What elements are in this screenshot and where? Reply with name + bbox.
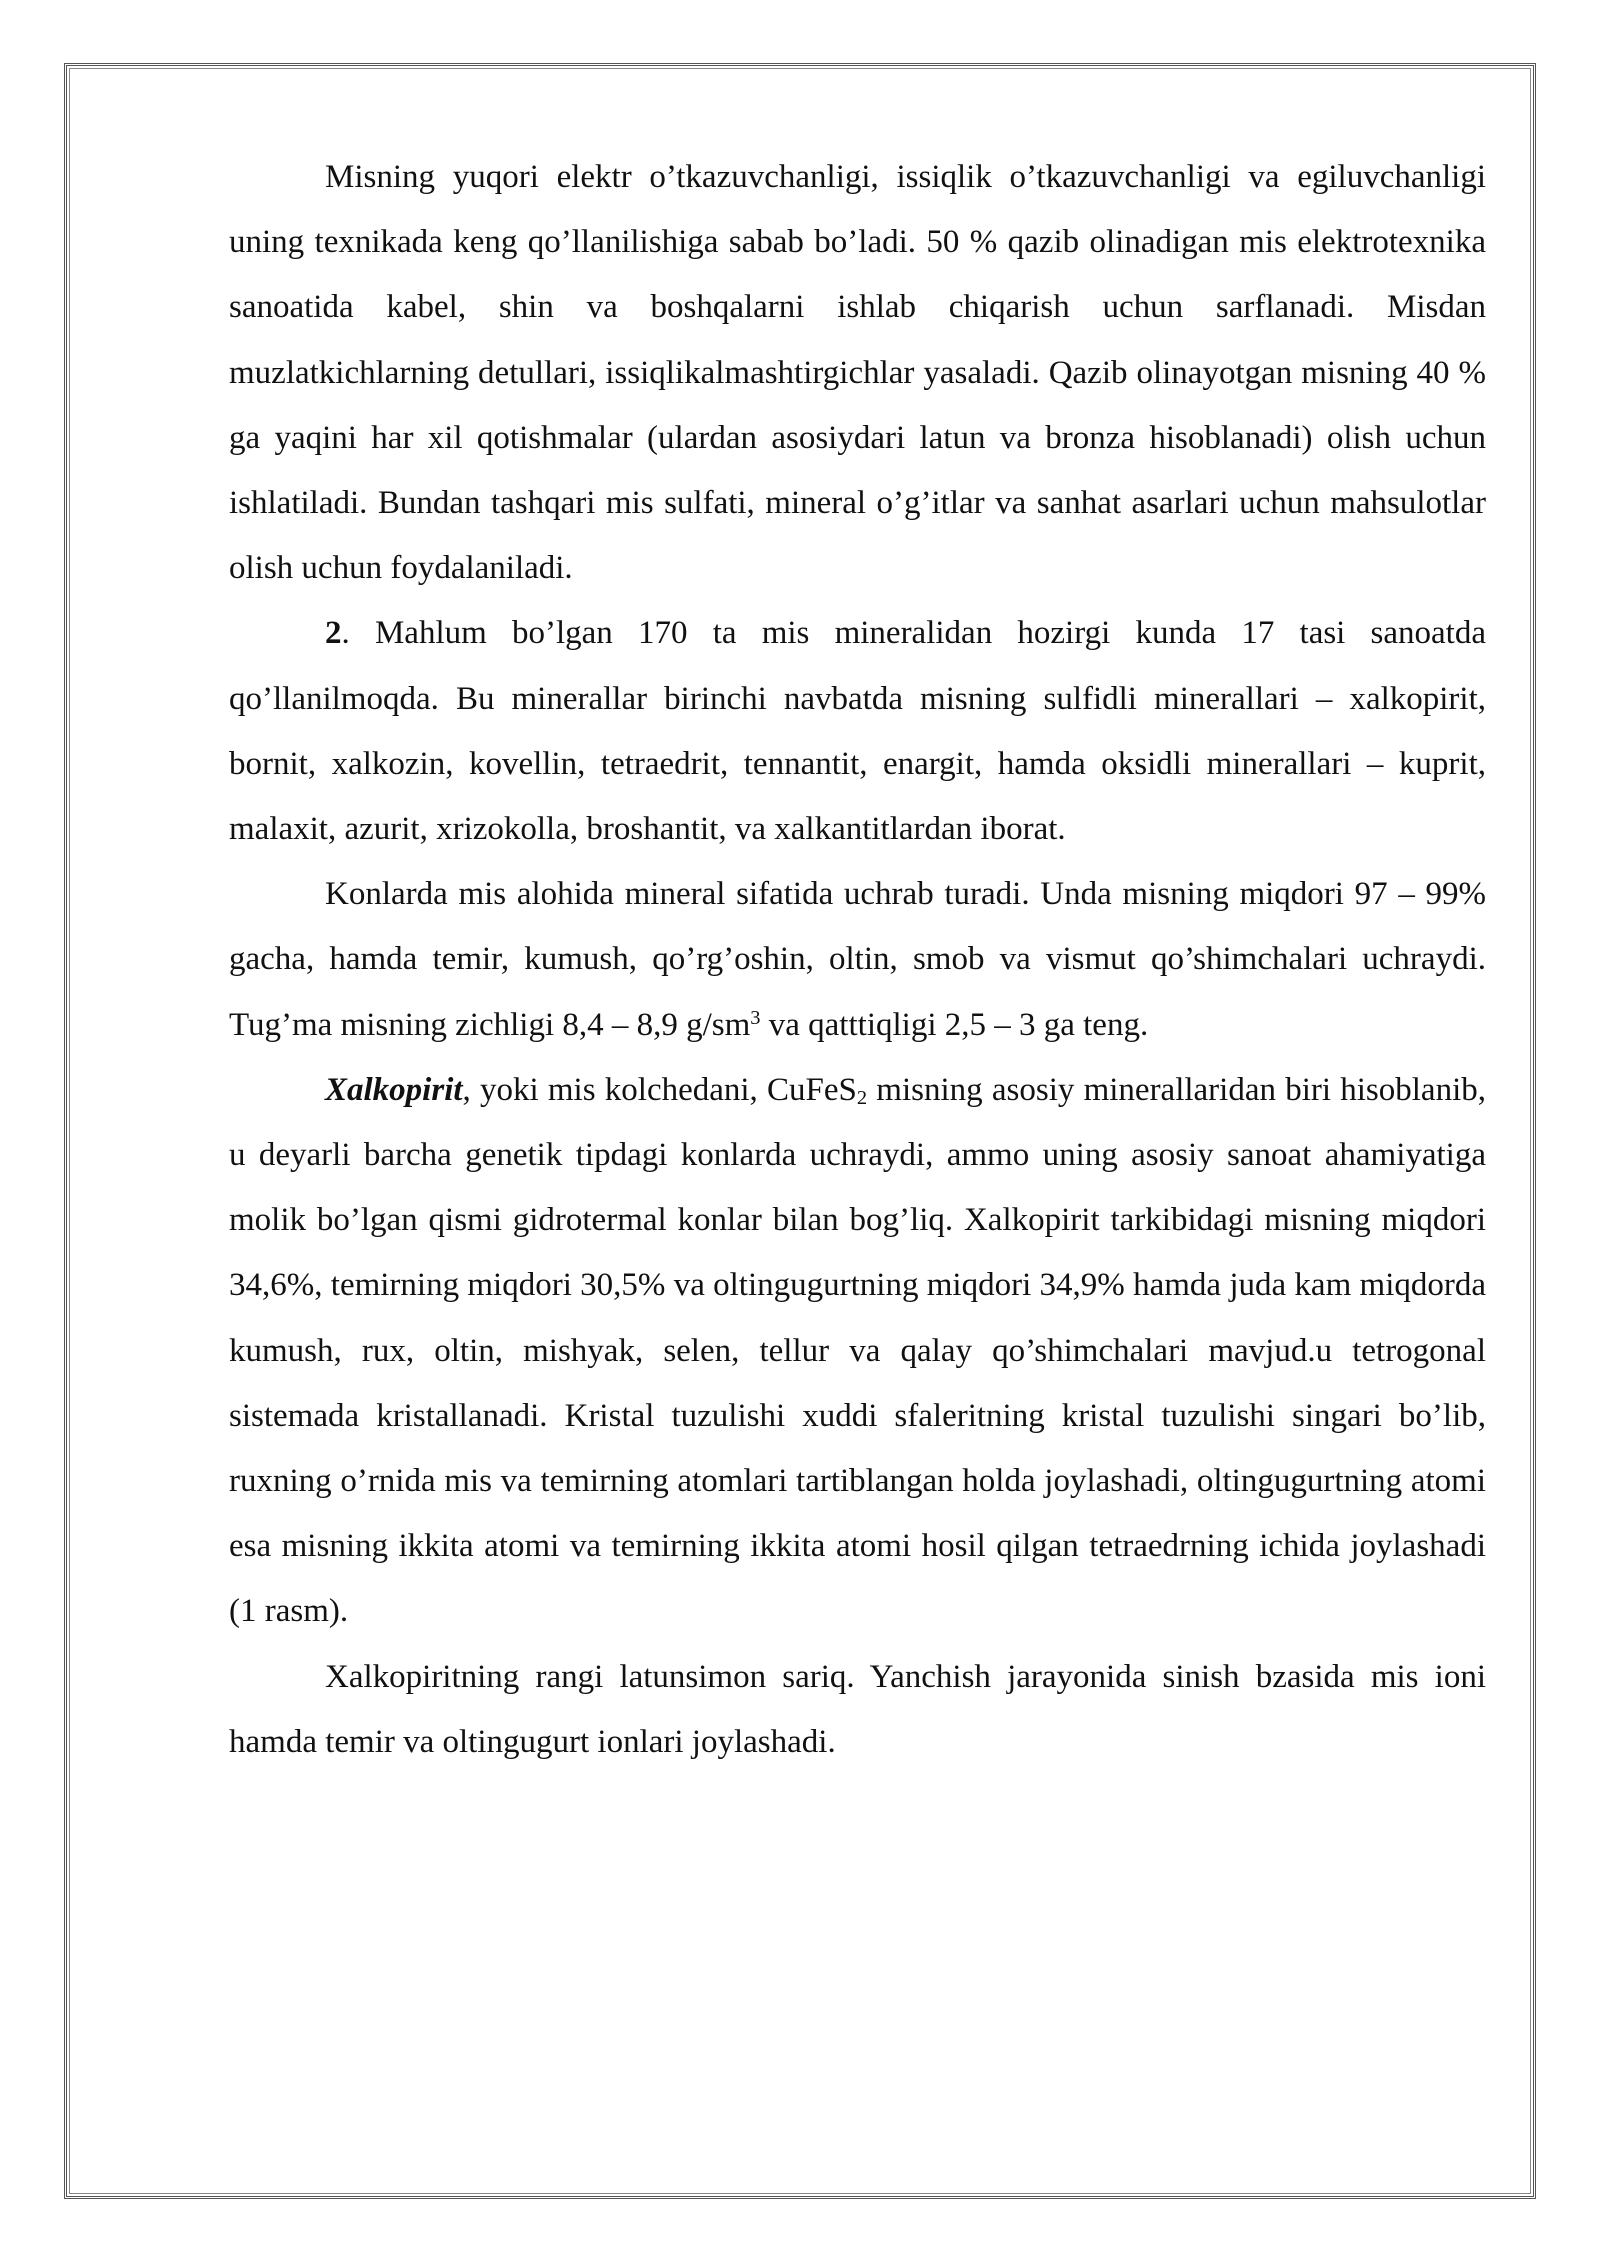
paragraph-text: Konlarda mis alohida mineral sifatida uchrab turadi. Unda misning miqdori 97 – 99% gacha, hamda temir, kumush, qo’rg’oshin, oltin, smob va vismut qo’shimchalari uchraydi. Tug’ma misning zichligi 8,4 – 8,9 g/sm [229, 876, 1486, 1043]
paragraph-copy-properties: Misning yuqori elektr o’tkazuvchanligi, issiqlik o’tkazuvchanligi va egiluvchanligi uning texnikada keng qo’llanilishiga sabab bo’ladi. 50 % qazib olinadigan mis elektrotexnika sanoatida kabel, shin va boshqalarni ishlab chiqarish uchun sarflanadi. Misdan muzlatkichlarning detullari, issiqlikalmashtirgichlar yasaladi. Qazib olinayotgan misning 40 % ga yaqini har xil qotishmalar (ulardan asosiydari latun va bronza hisoblanadi) olish uchun ishlatiladi. Bundan tashqari mis sulfati, mineral o’g’itlar va sanhat asarlari uchun mahsulotlar olish uchun foydalaniladi. [229, 159, 1486, 587]
term-chalcopyrite: Xalkopirit [325, 1071, 463, 1108]
paragraph-number: 2 [325, 615, 342, 652]
paragraph-chalcopyrite [229, 1058, 1486, 1645]
paragraph-text: , yoki mis kolchedani, CuFeS [462, 1071, 857, 1108]
paragraph-text: misning asosiy minerallaridan biri hisoblanib, u deyarli barcha genetik tipdagi konlarda uchraydi, ammo uning asosiy sanoat ahamiyatiga molik bo’lgan qismi gidrotermal konlar bilan bog’liq. Xalkopirit tarkibidagi misning miqdori 34,6%, temirning miqdori 30,5% va oltingugurtning miqdori 34,9% hamda juda kam miqdorda kumush, rux, oltin, mishyak, selen, tellur va qalay qo’shimchalari mavjud.u tetrogonal sistemada kristallanadi. Kristal tuzulishi xuddi sfaleritning kristal tuzulishi singari bo’lib, ruxning o’rnida mis va temirning atomlari tartiblangan holda joylashadi, oltingugurtning atomi esa misning ikkita atomi va temirning ikkita atomi hosil qilgan tetraedrning ichida joylashadi (1 rasm). [229, 1071, 1486, 1630]
document-body [229, 145, 1486, 1775]
paragraph-chalcopyrite-color: Xalkopiritning rangi latunsimon sariq. Yanchish jarayonida sinish bzasida mis ioni hamda temir va oltingugurt ionlari joylashadi. [229, 1658, 1486, 1760]
paragraph-text: va qatttiqligi 2,5 – 3 ga teng. [760, 1006, 1149, 1043]
superscript: 3 [750, 1006, 761, 1029]
paragraph-copy-minerals [229, 601, 1486, 862]
paragraph-native-copper [229, 862, 1486, 1058]
subscript: 2 [856, 1086, 868, 1109]
paragraph-text: . Mahlum bo’lgan 170 ta mis mineralidan hozirgi kunda 17 tasi sanoatda qo’llanilmoqda. Bu minerallar birinchi navbatda misning sulfidli minerallari – xalkopirit, bornit, xalkozin, kovellin, tetraedrit, tennantit, enargit, hamda oksidli minerallari – kuprit, malaxit, azurit, xrizokolla, broshantit, va xalkantitlardan iborat. [229, 615, 1486, 848]
